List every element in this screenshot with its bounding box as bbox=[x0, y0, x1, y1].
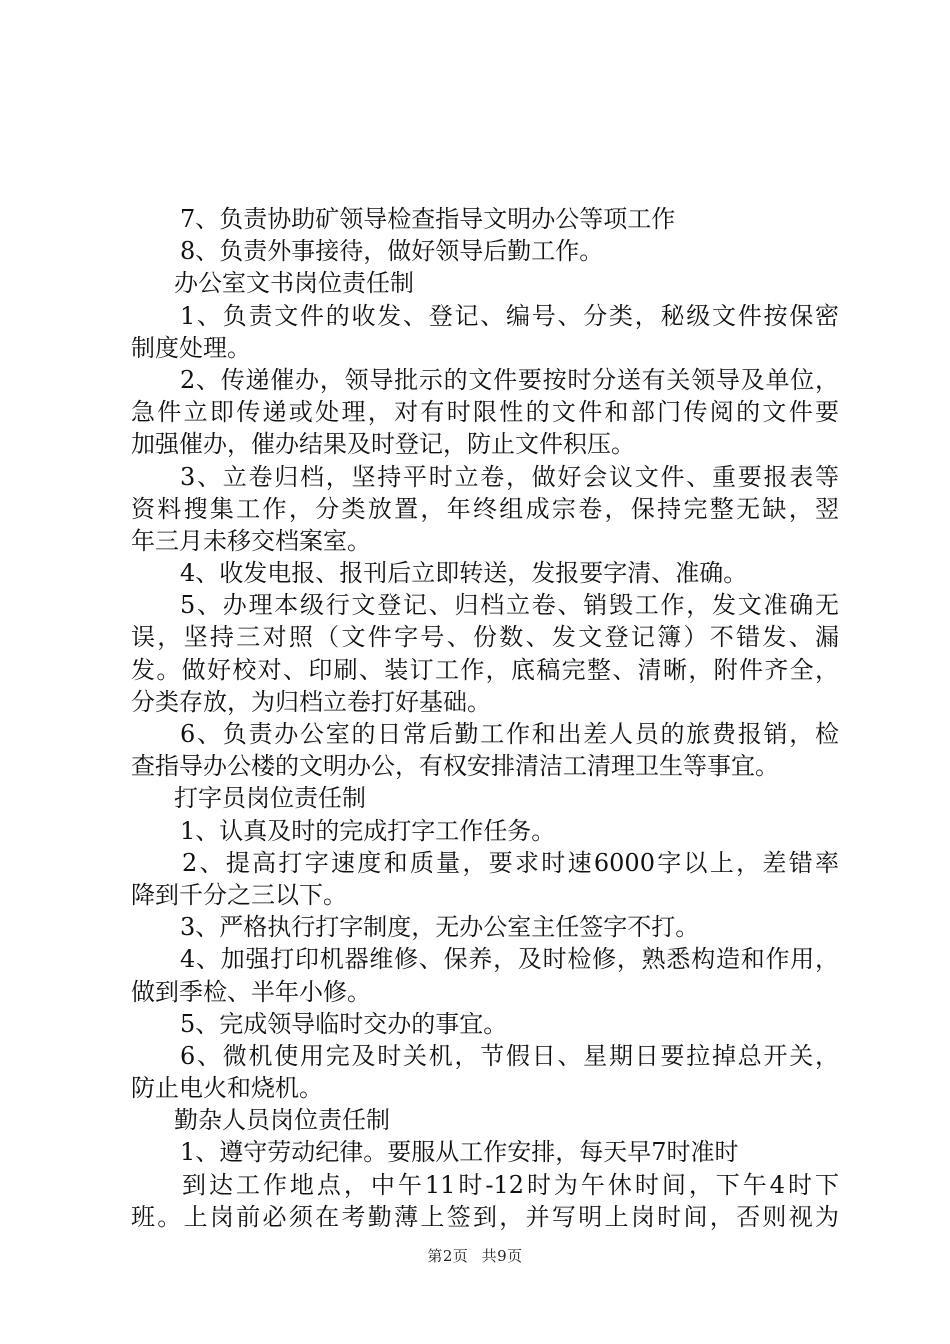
text-line: 班。上岗前必须在考勤薄上签到，并写明上岗时间，否则视为 bbox=[131, 1202, 839, 1231]
text-line: 到达工作地点，中午11时-12时为午休时间，下午4时下 bbox=[182, 1170, 839, 1199]
text-line: 5、办理本级行文登记、归档立卷、销毁工作，发文准确无 bbox=[180, 591, 839, 620]
text-line: 2、提高打字速度和质量，要求时速6000字以上，差错率 bbox=[182, 848, 839, 877]
text-line: 年三月未移交档案室。 bbox=[131, 526, 371, 555]
text-line: 6、微机使用完及时关机，节假日、星期日要拉掉总开关， bbox=[180, 1041, 839, 1070]
page-total: 共9页 bbox=[481, 1247, 523, 1265]
text-line: 降到千分之三以下。 bbox=[131, 880, 347, 909]
text-line: 办公室文书岗位责任制 bbox=[174, 269, 414, 298]
text-line: 发。做好校对、印刷、装订工作，底稿完整、清晰，附件齐全， bbox=[131, 655, 839, 684]
text-line: 资料搜集工作，分类放置，年终组成宗卷，保持完整无缺，翌 bbox=[131, 494, 839, 523]
text-line: 3、严格执行打字制度，无办公室主任签字不打。 bbox=[180, 913, 700, 942]
text-line: 8、负责外事接待，做好领导后勤工作。 bbox=[180, 237, 604, 266]
text-line: 1、遵守劳动纪律。要服从工作安排，每天早7时准时 bbox=[180, 1138, 739, 1167]
text-line: 做到季检、半年小修。 bbox=[131, 977, 371, 1006]
text-line: 7、负责协助矿领导检查指导文明办公等项工作 bbox=[180, 205, 676, 233]
text-line: 5、完成领导临时交办的事宜。 bbox=[180, 1009, 508, 1038]
text-line: 查指导办公楼的文明办公，有权安排清洁工清理卫生等事宜。 bbox=[131, 752, 779, 781]
text-line: 加强催办，催办结果及时登记，防止文件积压。 bbox=[131, 430, 635, 459]
text-line: 2、传递催办，领导批示的文件要按时分送有关领导及单位， bbox=[180, 365, 839, 394]
text-line: 分类存放，为归档立卷打好基础。 bbox=[131, 687, 491, 716]
text-line: 防止电火和烧机。 bbox=[131, 1074, 323, 1103]
text-line: 4、加强打印机器维修、保养，及时检修，熟悉构造和作用， bbox=[180, 945, 839, 974]
text-line: 急件立即传递或处理，对有时限性的文件和部门传阅的文件要 bbox=[131, 398, 839, 427]
page-number: 第2页 bbox=[427, 1247, 469, 1265]
page-footer bbox=[0, 1245, 950, 1266]
text-line: 4、收发电报、报刊后立即转送，发报要字清、准确。 bbox=[180, 559, 748, 588]
text-line: 1、认真及时的完成打字工作任务。 bbox=[180, 816, 556, 845]
text-line: 打字员岗位责任制 bbox=[174, 784, 366, 813]
text-line: 1、负责文件的收发、登记、编号、分类，秘级文件按保密 bbox=[180, 301, 839, 330]
text-line: 6、负责办公室的日常后勤工作和出差人员的旅费报销，检 bbox=[180, 720, 839, 748]
text-line: 误，坚持三对照（文件字号、份数、发文登记簿）不错发、漏 bbox=[131, 623, 839, 652]
text-line: 制度处理。 bbox=[131, 333, 251, 362]
document-body bbox=[131, 203, 839, 1233]
text-line: 勤杂人员岗位责任制 bbox=[174, 1106, 390, 1135]
text-line: 3、立卷归档，坚持平时立卷，做好会议文件、重要报表等 bbox=[180, 462, 839, 491]
